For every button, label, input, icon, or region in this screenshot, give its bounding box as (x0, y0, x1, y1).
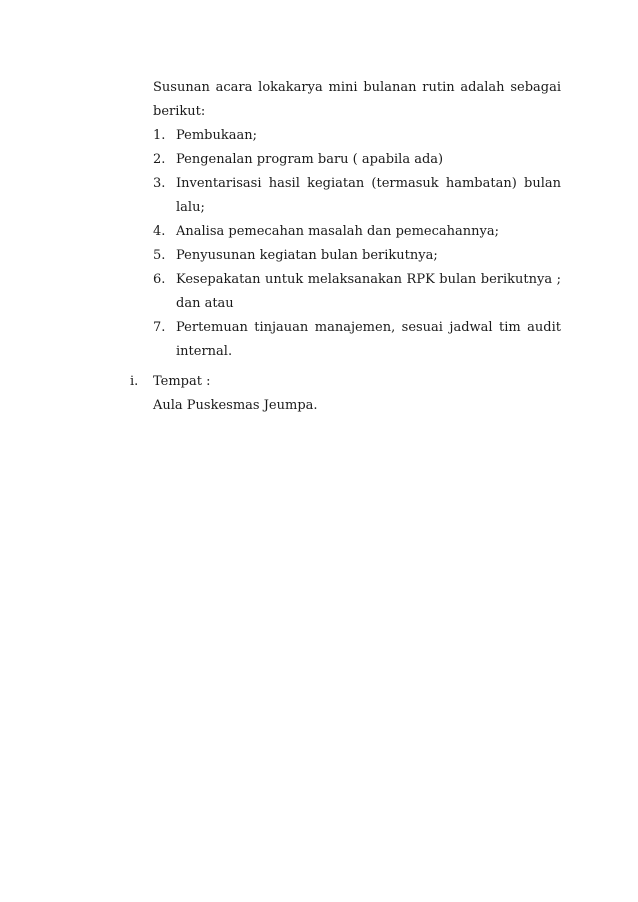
agenda-number: 3. (153, 176, 166, 191)
intro-paragraph (153, 76, 561, 124)
agenda-number: 1. (153, 128, 166, 143)
agenda-text: Inventarisasi hasil kegiatan (termasuk hambatan) bulan lalu; (176, 176, 561, 215)
place-section (130, 370, 561, 418)
section-marker: i. (130, 374, 139, 389)
agenda-text: Pertemuan tinjauan manajemen, sesuai jadwal tim audit internal. (176, 320, 561, 359)
intro-line-2: berikut: (153, 104, 206, 119)
agenda-number: 4. (153, 224, 166, 239)
agenda-number: 6. (153, 272, 166, 287)
place-heading: Tempat : (153, 374, 211, 389)
agenda-text: Pengenalan program baru ( apabila ada) (176, 152, 444, 167)
agenda-item-5 (153, 244, 561, 268)
agenda-item-2 (153, 148, 561, 172)
agenda-text: Kesepakatan untuk melaksanakan RPK bulan berikutnya ; dan atau (176, 272, 561, 311)
agenda-text: Analisa pemecahan masalah dan pemecahannya; (176, 224, 499, 239)
agenda-number: 7. (153, 320, 166, 335)
place-value: Aula Puskesmas Jeumpa. (153, 398, 318, 413)
agenda-item-1 (153, 124, 561, 148)
agenda-item-3 (153, 172, 561, 220)
agenda-item-6 (153, 268, 561, 316)
intro-line-1: Susunan acara lokakarya mini bulanan rutin adalah sebagai (153, 80, 561, 95)
agenda-text: Pembukaan; (176, 128, 258, 143)
agenda-text: Penyusunan kegiatan bulan berikutnya; (176, 248, 438, 263)
agenda-number: 2. (153, 152, 166, 167)
agenda-number: 5. (153, 248, 166, 263)
place-body (153, 370, 561, 418)
agenda-item-4 (153, 220, 561, 244)
agenda-item-7 (153, 316, 561, 364)
agenda-list (153, 124, 561, 364)
